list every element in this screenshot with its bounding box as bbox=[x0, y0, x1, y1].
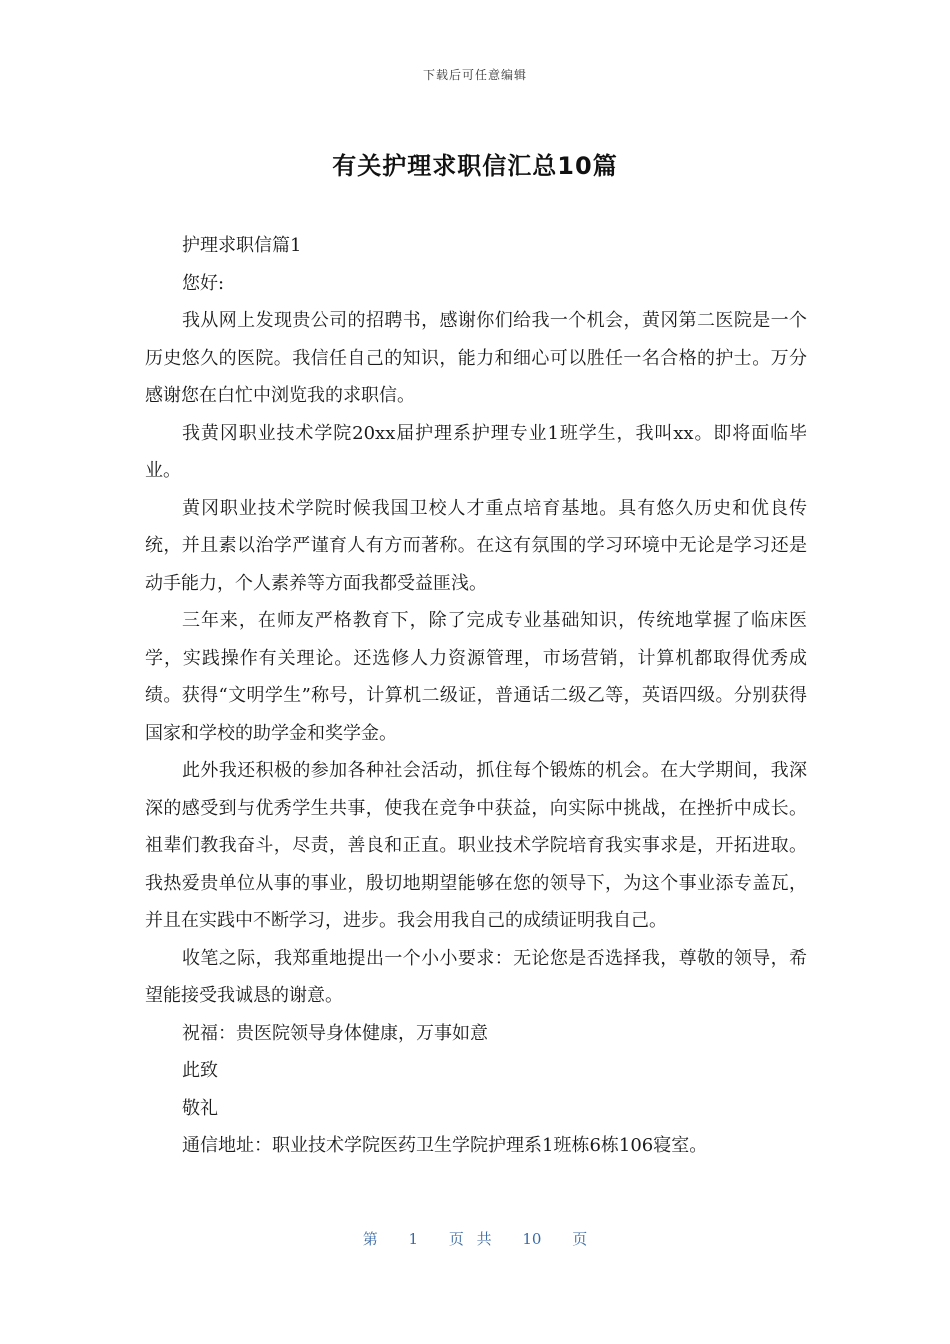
greeting: 您好: bbox=[182, 272, 225, 294]
body-paragraph: 我从网上发现贵公司的招聘书，感谢你们给我一个机会，黄冈第二医院是一个历史悠久的医院。我信任自己的知识，能力和细心可以胜任一名合格的护士。万分感谢您在白忙中浏览我的求职信。 bbox=[145, 310, 807, 406]
header-note: 下载后可任意编辑 bbox=[422, 68, 527, 82]
footer-middle: 页 共 bbox=[448, 1230, 492, 1248]
body-paragraph: 黄冈职业技术学院时候我国卫校人才重点培育基地。具有悠久历史和优良传统，并且素以治学严谨育人有方而著称。在这有氛围的学习环境中无论是学习还是动手能力，个人素养等方面我都受益匪浅。 bbox=[145, 497, 807, 594]
document-body bbox=[145, 227, 807, 1165]
document-title: 有关护理求职信汇总10篇 bbox=[332, 152, 618, 180]
page-footer bbox=[0, 1228, 950, 1249]
closing-line: 此致 bbox=[182, 1060, 218, 1081]
footer-page-number: 1 bbox=[408, 1230, 419, 1248]
body-paragraph: 我黄冈职业技术学院20xx届护理系护理专业1班学生，我叫xx。即将面临毕业。 bbox=[145, 422, 807, 481]
body-paragraph: 三年来，在师友严格教育下，除了完成专业基础知识，传统地掌握了临床医学，实践操作有关理论。还选修人力资源管理，市场营销，计算机都取得优秀成绩。获得“文明学生”称号，计算机二级证，普通话二级乙等，英语四级。分别获得国家和学校的助学金和奖学金。 bbox=[145, 610, 807, 744]
body-paragraph: 此外我还积极的参加各种社会活动，抓住每个锻炼的机会。在大学期间，我深深的感受到与优秀学生共事，使我在竞争中获益，向实际中挑战，在挫折中成长。祖辈们教我奋斗，尽责，善良和正直。职业技术学院培育我实事求是，开拓进取。我热爱贵单位从事的事业，殷切地期望能够在您的领导下，为这个事业添专盖瓦，并且在实践中不断学习，进步。我会用我自己的成绩证明我自己。 bbox=[145, 760, 807, 931]
blessing-line: 祝福：贵医院领导身体健康，万事如意 bbox=[182, 1022, 488, 1044]
section-heading: 护理求职信篇1 bbox=[182, 235, 302, 256]
footer-prefix: 第 bbox=[362, 1230, 378, 1248]
footer-suffix: 页 bbox=[572, 1230, 588, 1248]
closing-salute: 敬礼 bbox=[182, 1097, 218, 1119]
body-paragraph: 收笔之际，我郑重地提出一个小小要求：无论您是否选择我，尊敬的领导，希望能接受我诚恳的谢意。 bbox=[145, 947, 807, 1006]
mailing-address: 通信地址：职业技术学院医药卫生学院护理系1班栋6栋106寝室。 bbox=[182, 1135, 708, 1156]
footer-total-pages: 10 bbox=[522, 1230, 542, 1248]
